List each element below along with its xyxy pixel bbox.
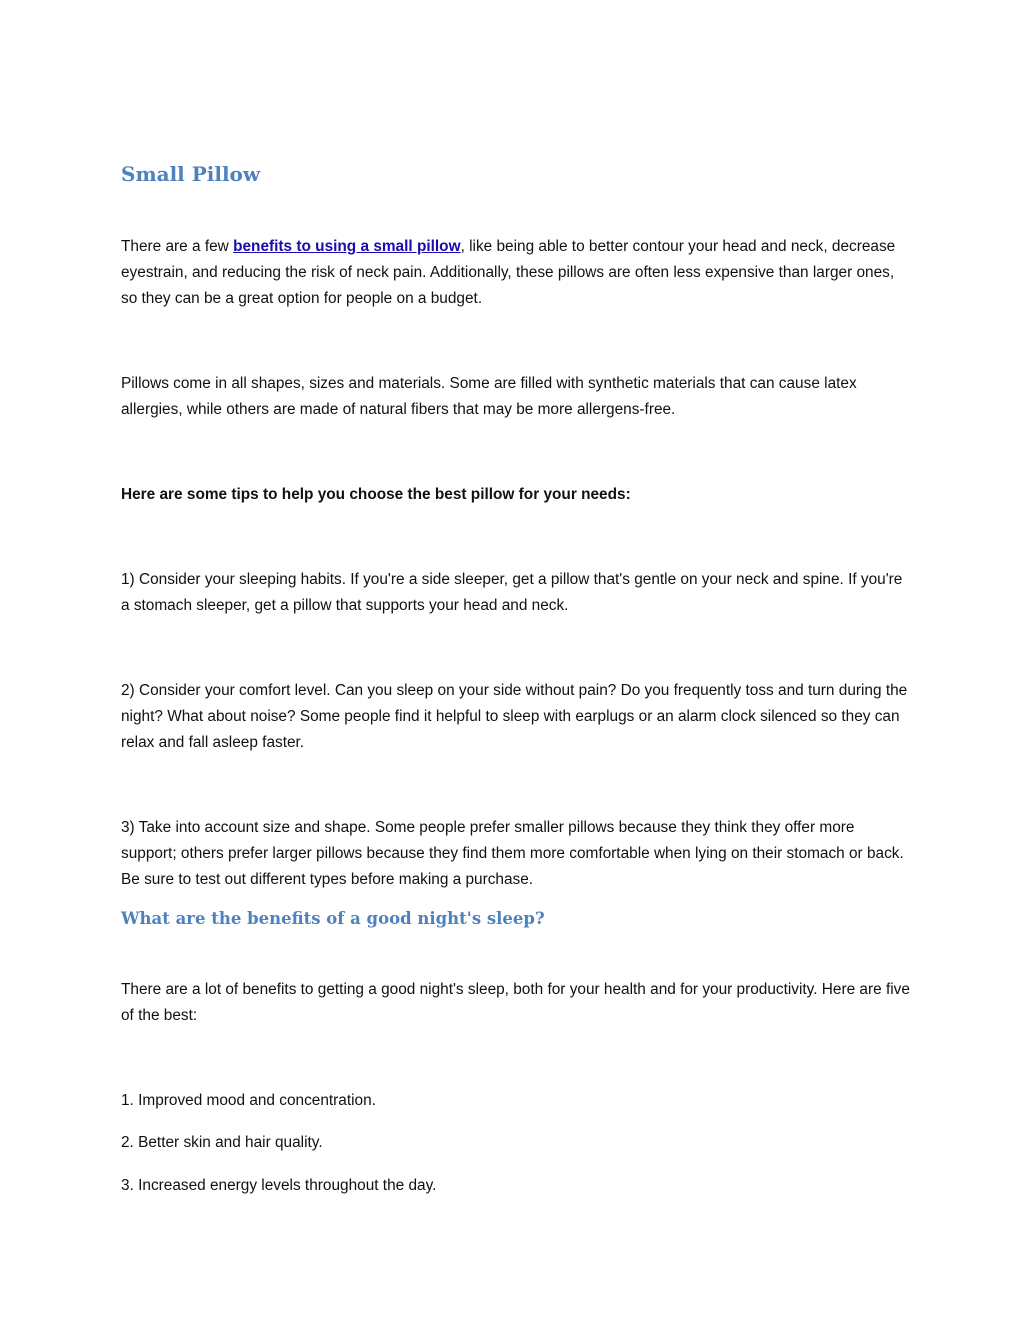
benefit-item-3: 3. Increased energy levels throughout the day. xyxy=(121,1177,437,1194)
tip-3: 3) Take into account size and shape. Some people prefer smaller pillows because they think they offer more support; others prefer larger pillows because they find them more comfortable when lying on their stomach or back. Be sure to test out different types before making a purchase. xyxy=(121,819,904,888)
benefit-item-2: 2. Better skin and hair quality. xyxy=(121,1134,323,1151)
page-title: Small Pillow xyxy=(121,162,261,186)
tips-heading: Here are some tips to help you choose the best pillow for your needs: xyxy=(121,486,631,503)
tip-2: 2) Consider your comfort level. Can you sleep on your side without pain? Do you frequently toss and turn during the night? What about noise? Some people find it helpful to sleep with earplugs or an alarm clock silenced so they can relax and fall asleep faster. xyxy=(121,682,908,751)
section-subheading: What are the benefits of a good night's sleep? xyxy=(121,909,545,928)
intro-text-before: There are a few xyxy=(121,238,234,255)
materials-paragraph: Pillows come in all shapes, sizes and materials. Some are filled with synthetic materials that can cause latex allergies, while others are made of natural fibers that may be more allergens-free. xyxy=(121,375,857,418)
intro-paragraph xyxy=(121,234,911,312)
tip-1: 1) Consider your sleeping habits. If you're a side sleeper, get a pillow that's gentle on your neck and spine. If you're a stomach sleeper, get a pillow that supports your head and neck. xyxy=(121,571,903,614)
benefits-link[interactable]: benefits to using a small pillow xyxy=(233,238,461,255)
benefit-item-1: 1. Improved mood and concentration. xyxy=(121,1092,376,1109)
benefits-intro: There are a lot of benefits to getting a good night's sleep, both for your health and for your productivity. Here are five of the best: xyxy=(121,981,910,1024)
intro-text-after: , like being able to better contour your head and neck, decrease eyestrain, and reducing the risk of neck pain. Additionally, these pillows are often less expensive than larger ones, so they can be a great option for people on a budget. xyxy=(121,238,896,307)
